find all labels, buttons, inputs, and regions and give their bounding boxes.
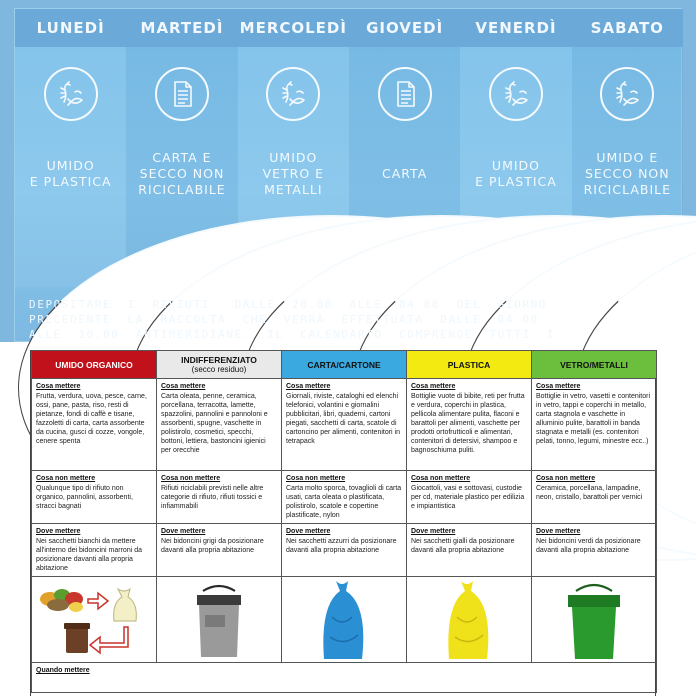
row-cosa-non-mettere bbox=[32, 471, 657, 524]
table-cell bbox=[407, 379, 532, 471]
column-wednesday bbox=[238, 47, 349, 287]
row-cosa-mettere bbox=[32, 379, 657, 471]
cell-label: Dove mettere bbox=[286, 528, 331, 535]
yellow-bag-illustration bbox=[407, 577, 532, 663]
cell-text: Nei sacchetti gialli da posizionare davanti alla propria abitazione bbox=[411, 538, 515, 554]
header-title: PLASTICA bbox=[447, 359, 491, 370]
header-subtitle: (secco residuo) bbox=[191, 364, 247, 374]
white-bag-icon bbox=[114, 589, 137, 621]
cell-label: Cosa mettere bbox=[286, 383, 331, 390]
collection-notice bbox=[29, 297, 677, 342]
header-title: INDIFFERENZIATO bbox=[181, 354, 257, 365]
table-cell bbox=[532, 471, 657, 524]
header-title: UMIDO ORGANICO bbox=[55, 359, 133, 370]
fish-bones-icon bbox=[266, 67, 320, 121]
waste-label: UMIDO VETRO E METALLI bbox=[262, 150, 325, 197]
waste-label: UMIDO E PLASTICA bbox=[29, 158, 112, 189]
green-bin-illustration bbox=[532, 577, 657, 663]
table-cell bbox=[32, 471, 157, 524]
header-title: VETRO/METALLI bbox=[560, 359, 628, 370]
cell-text: Nei sacchetti bianchi da mettere all'interno dei bidoncini marroni da posizionare davanti alla propria abitazione bbox=[36, 538, 143, 572]
column-tuesday bbox=[126, 47, 237, 287]
waste-label: CARTA bbox=[382, 166, 428, 181]
gray-bin-illustration bbox=[157, 577, 282, 663]
blue-bag-illustration bbox=[282, 577, 407, 663]
sorting-guide-table bbox=[31, 350, 657, 693]
notice-line: DEPOSITARE I RIFIUTI DALLE 20.00 ALLE 04.00 DEL GIORNO bbox=[29, 298, 548, 311]
cell-text: Bottiglie vuote di bibite, reti per frutta e verdura, coperchi in plastica, pellicola alimentare pulita, flaconi e barattoli per alimenti, vaschette per prodotti ortofrutticoli e alimentari, contenitori di detersivi, shampoo e bagnoschiuma puliti. bbox=[411, 393, 525, 454]
table-cell bbox=[407, 471, 532, 524]
row-dove-mettere bbox=[32, 524, 657, 577]
waste-sorting-table bbox=[30, 350, 656, 696]
notice-line: ALLE 10.00 ANTIMERIDIANE. IL CALENDARIO COMPRENDE TUTTI I bbox=[29, 328, 556, 341]
cell-text: Ceramica, porcellana, lampadine, neon, cristallo, barattoli per vernici bbox=[536, 485, 643, 501]
day-saturday: SABATO bbox=[590, 19, 664, 37]
cell-text: Nei bidoncini grigi da posizionare davanti alla propria abitazione bbox=[161, 538, 264, 554]
cell-label: Cosa mettere bbox=[36, 383, 81, 390]
table-cell bbox=[32, 524, 157, 577]
cell-label: Cosa mettere bbox=[411, 383, 456, 390]
cell-label: Cosa non mettere bbox=[286, 475, 346, 482]
cell-text: Giornali, riviste, cataloghi ed elenchi telefonici, volantini e giornalini pubblicitari, libri, quaderni, cartoni piegati, sacchetti di carta, scatole di cartoncino per alimenti, contenitori in tetrapack bbox=[286, 393, 401, 445]
cell-text: Rifiuti riciclabili previsti nelle altre categorie di rifiuto, rifiuti tossici e infiammabili bbox=[161, 485, 264, 510]
food-scraps-icon bbox=[40, 589, 83, 612]
table-cell bbox=[32, 379, 157, 471]
cell-label: Cosa mettere bbox=[536, 383, 581, 390]
arrow-right-icon bbox=[88, 593, 108, 609]
calendar-photo bbox=[0, 0, 696, 342]
cell-text: Qualunque tipo di rifiuto non organico, pannolini, assorbenti, stracci bagnati bbox=[36, 485, 133, 510]
arrow-return-icon bbox=[90, 627, 128, 653]
day-wednesday: MERCOLEDÌ bbox=[239, 19, 347, 37]
day-friday: VENERDÌ bbox=[475, 19, 557, 37]
cell-text: Frutta, verdura, uova, pesce, carne, ossi, pane, pasta, riso, resti di pietanze, fondi di caffè e tisane, fazzoletti di carta, carta assorbente da cucina, gusci di cozze, vongole, cenere spenta bbox=[36, 393, 147, 445]
cell-label: Cosa non mettere bbox=[161, 475, 221, 482]
day-monday: LUNEDÌ bbox=[36, 19, 105, 37]
day-columns bbox=[15, 47, 683, 287]
header-carta-cartone bbox=[282, 351, 407, 379]
row-container-images bbox=[32, 577, 657, 663]
table-cell bbox=[157, 524, 282, 577]
cell-label: Cosa non mettere bbox=[536, 475, 596, 482]
column-thursday bbox=[349, 47, 460, 287]
cell-label: Quando mettere bbox=[36, 667, 90, 674]
waste-label: UMIDO E PLASTICA bbox=[475, 158, 557, 189]
waste-label: CARTA E SECCO NON RICICLABILE bbox=[138, 150, 226, 197]
day-header-row bbox=[15, 9, 683, 47]
cell-label: Cosa non mettere bbox=[411, 475, 471, 482]
header-vetro-metalli bbox=[532, 351, 657, 379]
table-cell bbox=[32, 663, 657, 693]
cell-text: Bottiglie in vetro, vasetti e contenitori in vetro, tappi e coperchi in metallo, carta stagnola e vaschette in alluminio pulite, barattoli in banda stagnata e metalli (es. contenitori pelati, tonno, legumi, minestre ecc..) bbox=[536, 393, 651, 445]
day-tuesday: MARTEDÌ bbox=[140, 19, 224, 37]
fish-bones-icon bbox=[600, 67, 654, 121]
row-quando-mettere bbox=[32, 663, 657, 693]
cell-label: Dove mettere bbox=[536, 528, 581, 535]
header-plastica bbox=[407, 351, 532, 379]
waste-label: UMIDO E SECCO NON RICICLABILE bbox=[583, 150, 672, 197]
organic-bin-illustration bbox=[32, 577, 157, 663]
cell-label: Dove mettere bbox=[411, 528, 456, 535]
table-cell bbox=[157, 379, 282, 471]
cell-label: Dove mettere bbox=[161, 528, 206, 535]
table-cell bbox=[532, 379, 657, 471]
table-cell bbox=[282, 524, 407, 577]
fish-bones-icon bbox=[489, 67, 543, 121]
table-cell bbox=[532, 524, 657, 577]
notice-line: PRECEDENTE LA RACCOLTA CHE VERRÀ EFFETTUATA DALLE 04.00 bbox=[29, 313, 539, 326]
cell-label: Cosa mettere bbox=[161, 383, 206, 390]
header-indifferenziato bbox=[157, 351, 282, 379]
cell-text: Giocattoli, vasi e sottovasi, custodie per cd, materiale plastico per edilizia e impiantistica bbox=[411, 485, 525, 510]
cell-label: Dove mettere bbox=[36, 528, 81, 535]
table-header-row bbox=[32, 351, 657, 379]
day-thursday: GIOVEDÌ bbox=[366, 19, 444, 37]
table-cell bbox=[157, 471, 282, 524]
cell-text: Nei sacchetti azzurri da posizionare davanti alla propria abitazione bbox=[286, 538, 397, 554]
table-cell bbox=[407, 524, 532, 577]
paper-sheet-icon bbox=[378, 67, 432, 121]
fish-bones-icon bbox=[44, 67, 98, 121]
paper-sheet-icon bbox=[155, 67, 209, 121]
table-cell bbox=[282, 471, 407, 524]
column-saturday bbox=[572, 47, 683, 287]
collection-calendar bbox=[14, 8, 682, 342]
cell-label: Cosa non mettere bbox=[36, 475, 96, 482]
header-title: CARTA/CARTONE bbox=[307, 359, 381, 370]
header-umido-organico bbox=[32, 351, 157, 379]
table-cell bbox=[282, 379, 407, 471]
cell-text: Carta oleata, penne, ceramica, porcellana, terracotta, lamette, spazzolini, pannolini e pannoloni e assorbenti, spugne, vaschette in polistirolo, cosmetici, specchi, bottoni, lettiera, bastoncini igienici per orecchie bbox=[161, 393, 268, 454]
column-friday bbox=[460, 47, 571, 287]
cell-text: Carta molto sporca, tovaglioli di carta usati, carta oleata o plastificata, polistirolo, scatole e copertine plastificate, nylon bbox=[286, 485, 402, 519]
column-monday bbox=[15, 47, 126, 287]
cell-text: Nei bidoncini verdi da posizionare davanti alla propria abitazione bbox=[536, 538, 641, 554]
brown-bin-icon bbox=[64, 623, 90, 653]
